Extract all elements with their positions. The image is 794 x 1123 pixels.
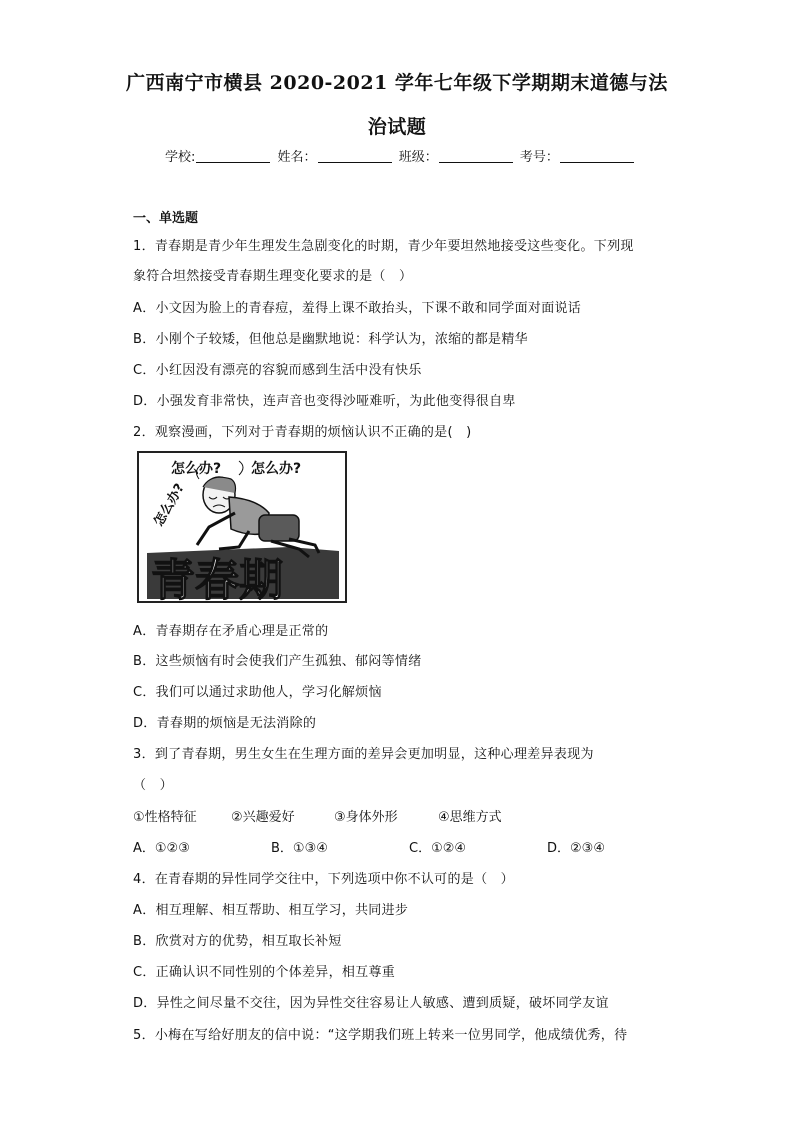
- q3-option-d: D．②③④: [547, 841, 605, 856]
- section-heading: 一、单选题: [133, 211, 199, 226]
- q3-item-2: ②兴趣爱好: [231, 810, 295, 825]
- q3-item-4: ④思维方式: [438, 810, 502, 825]
- q2-stem: 2．观察漫画，下列对于青春期的烦恼认识不正确的是( ): [133, 425, 472, 440]
- q1-option-d: D．小强发育非常快，连声音也变得沙哑难听，为此他变得很自卑: [133, 394, 516, 409]
- q3-stem-line-2: （ ）: [133, 778, 173, 793]
- q2-option-d: D．青春期的烦恼是无法消除的: [133, 716, 317, 731]
- q4-stem: 4．在青春期的异性同学交往中，下列选项中你不认可的是（ ）: [133, 872, 514, 887]
- student-info-line: [165, 146, 637, 165]
- number-label: 考号：: [519, 150, 559, 165]
- cartoon-text-3: 怎么办?: [151, 481, 188, 529]
- q1-option-a: A．小文因为脸上的青春痘，羞得上课不敢抬头，下课不敢和同学面对面说话: [133, 301, 582, 316]
- q4-option-c: C．正确认识不同性别的个体差异，相互尊重: [133, 965, 396, 980]
- class-label: 班级：: [398, 150, 438, 165]
- puberty-cartoon-image: [137, 451, 347, 603]
- q3-item-1: ①性格特征: [133, 810, 197, 825]
- name-blank: [318, 150, 392, 163]
- cartoon-drawing: [139, 453, 345, 601]
- name-label: 姓名：: [277, 150, 317, 165]
- q3-option-a: A．①②③: [133, 841, 190, 856]
- q5-stem: 5．小梅在写给好朋友的信中说：“这学期我们班上转来一位男同学，他成绩优秀，待: [133, 1028, 628, 1043]
- q4-option-a: A．相互理解、相互帮助、相互学习，共同进步: [133, 903, 409, 918]
- q3-option-c: C．①②④: [409, 841, 467, 856]
- school-label: 学校:: [165, 150, 196, 165]
- title-line-1: 广西南宁市横县 2020-2021 学年七年级下学期期末道德与法: [126, 72, 668, 94]
- q1-option-c: C．小红因没有漂亮的容貌而感到生活中没有快乐: [133, 363, 422, 378]
- q2-option-c: C．我们可以通过求助他人，学习化解烦恼: [133, 685, 382, 700]
- q3-items-row: [133, 806, 673, 824]
- cartoon-text-2: 怎么办?: [251, 461, 302, 477]
- q2-option-a: A．青春期存在矛盾心理是正常的: [133, 624, 329, 639]
- title-line-2: 治试题: [367, 116, 427, 138]
- q3-option-b: B．①③④: [271, 841, 328, 856]
- q3-options-row: [133, 837, 673, 855]
- q1-stem-line-1: 1．青春期是青少年生理发生急剧变化的时期，青少年要坦然地接受这些变化。下列现: [133, 239, 634, 254]
- q2-option-b: B．这些烦恼有时会使我们产生孤独、郁闷等情绪: [133, 654, 422, 669]
- q4-option-d: D．异性之间尽量不交往，因为异性交往容易让人敏感、遭到质疑，破坏同学友谊: [133, 996, 609, 1011]
- q3-item-3: ③身体外形: [334, 810, 398, 825]
- number-blank: [560, 150, 634, 163]
- q1-stem-line-2: 象符合坦然接受青春期生理变化要求的是（ ）: [133, 269, 413, 284]
- cartoon-floor-text: 青春期: [151, 555, 283, 601]
- cartoon-text-1: 怎么办?: [171, 461, 222, 477]
- q4-option-b: B．欣赏对方的优势，相互取长补短: [133, 934, 342, 949]
- class-blank: [439, 150, 513, 163]
- school-blank: [196, 150, 270, 163]
- q3-stem-line-1: 3．到了青春期，男生女生在生理方面的差异会更加明显，这种心理差异表现为: [133, 747, 594, 762]
- q1-option-b: B．小刚个子较矮，但他总是幽默地说：科学认为，浓缩的都是精华: [133, 332, 528, 347]
